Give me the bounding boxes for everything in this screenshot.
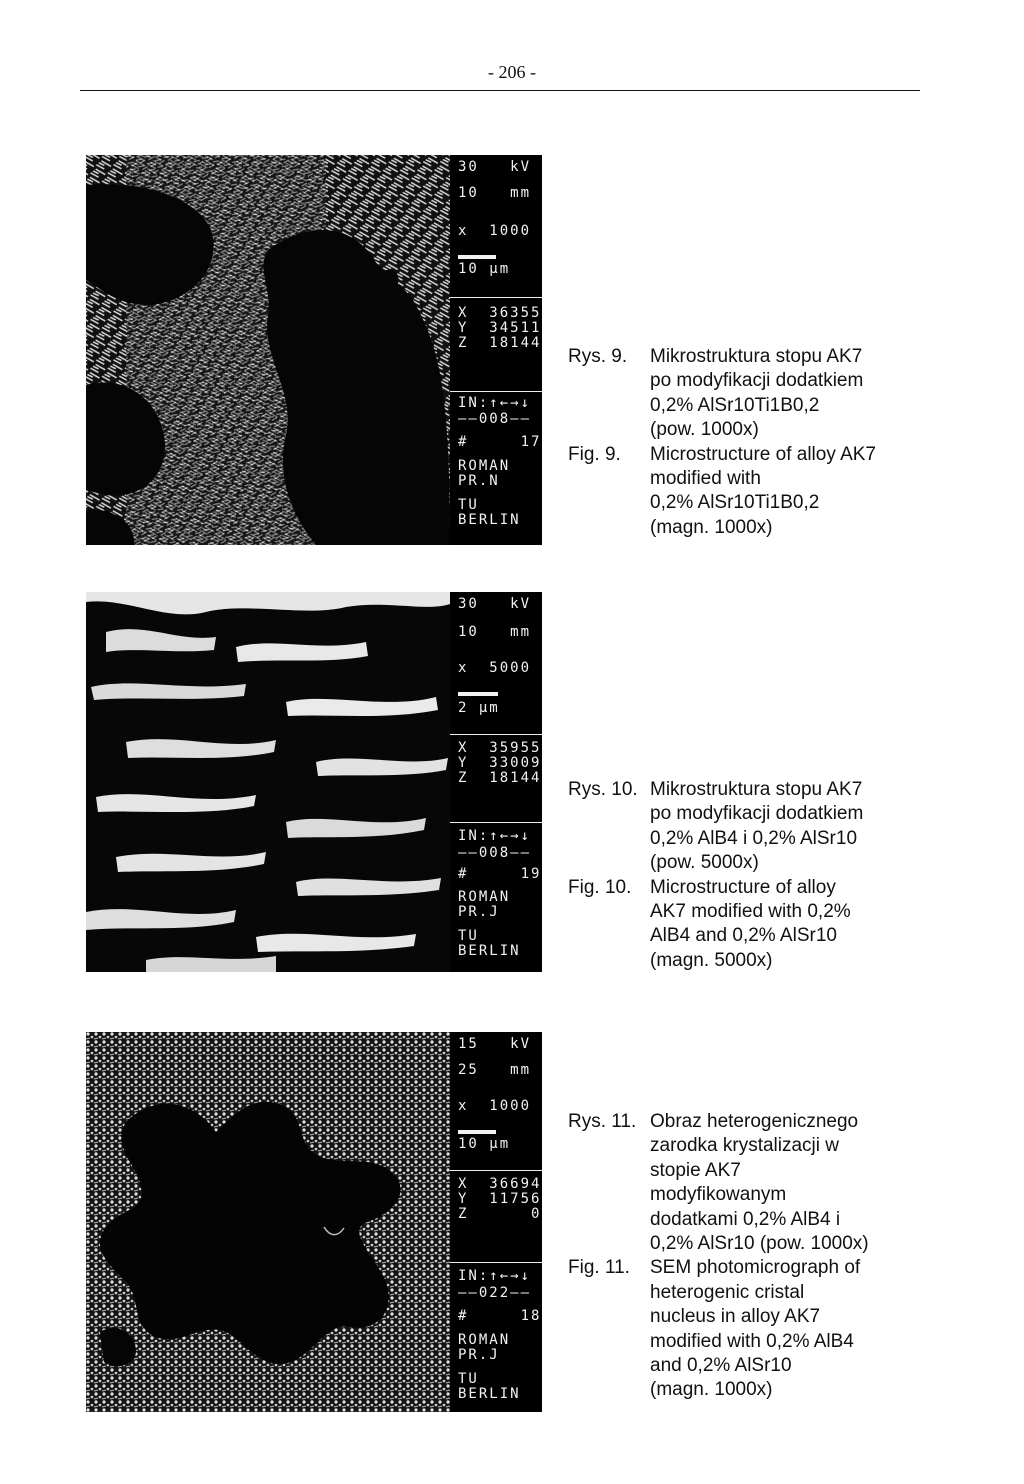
caption-text-en: Microstructure of alloy AK7 modified with 0,2% AlB4 and 0,2% AlSr10 (magn. 5000x) bbox=[650, 876, 851, 971]
sem-coord-x: X 36694 bbox=[458, 1176, 542, 1192]
caption-label-en: Fig. 11. bbox=[568, 1257, 630, 1279]
sem-institution-city: BERLIN bbox=[458, 1386, 521, 1402]
sem-working-distance: 25 mm bbox=[458, 1062, 532, 1078]
sem-scale-label: 2 µm bbox=[458, 700, 500, 716]
scale-bar bbox=[458, 692, 498, 696]
sem-info-panel-9 bbox=[450, 155, 542, 545]
header-rule bbox=[80, 90, 920, 91]
caption-label-en: Fig. 9. bbox=[568, 443, 621, 465]
sem-institution-city: BERLIN bbox=[458, 943, 521, 959]
sem-code: ——008—— bbox=[458, 411, 532, 427]
sem-institution: TU bbox=[458, 928, 479, 944]
sem-frame-number: # 18 bbox=[458, 1308, 542, 1324]
sem-code: ——022—— bbox=[458, 1285, 532, 1301]
caption-text-pl: Mikrostruktura stopu AK7 po modyfikacji dodatkiem 0,2% AlB4 i 0,2% AlSr10 (pow. 5000x) bbox=[650, 779, 864, 874]
sem-divider bbox=[450, 1262, 542, 1263]
sem-info-panel-10 bbox=[450, 592, 542, 972]
sem-coord-z: Z 18144 bbox=[458, 335, 542, 351]
sem-divider bbox=[450, 822, 542, 823]
sem-institution: TU bbox=[458, 497, 479, 513]
sem-coord-x: X 35955 bbox=[458, 740, 542, 756]
sem-coord-y: Y 11756 bbox=[458, 1191, 542, 1207]
sem-code: ——008—— bbox=[458, 845, 532, 861]
sem-coord-y: Y 33009 bbox=[458, 755, 542, 771]
micrograph-10 bbox=[86, 592, 450, 972]
scale-bar bbox=[458, 255, 496, 259]
micrograph-10-image bbox=[86, 592, 450, 972]
sem-accel-voltage: 30 kV bbox=[458, 159, 532, 175]
page-number: - 206 - bbox=[488, 62, 536, 82]
sem-divider bbox=[450, 734, 542, 735]
caption-10 bbox=[568, 778, 863, 973]
sem-magnification: x 1000 bbox=[458, 1098, 532, 1114]
sem-coord-z: Z 0 bbox=[458, 1206, 542, 1222]
sem-divider bbox=[450, 297, 542, 298]
micrograph-9-image bbox=[86, 155, 450, 545]
sem-institution: TU bbox=[458, 1371, 479, 1387]
caption-11 bbox=[568, 1110, 869, 1403]
micrograph-9 bbox=[86, 155, 450, 545]
sem-magnification: x 1000 bbox=[458, 223, 532, 239]
sem-magnification: x 5000 bbox=[458, 660, 532, 676]
sem-operator-id: PR.N bbox=[458, 473, 500, 489]
sem-scale-label: 10 µm bbox=[458, 1136, 511, 1152]
scale-bar bbox=[458, 1130, 496, 1134]
sem-coord-x: X 36355 bbox=[458, 305, 542, 321]
sem-operator: ROMAN bbox=[458, 458, 511, 474]
sem-input-mode: IN:↑←→↓ bbox=[458, 828, 532, 844]
sem-input-mode: IN:↑←→↓ bbox=[458, 395, 532, 411]
caption-9 bbox=[568, 345, 876, 540]
sem-scale-label: 10 µm bbox=[458, 261, 511, 277]
caption-label-pl: Rys. 11. bbox=[568, 1111, 637, 1132]
figure-10 bbox=[86, 592, 542, 972]
sem-frame-number: # 19 bbox=[458, 866, 542, 882]
micrograph-11 bbox=[86, 1032, 450, 1412]
sem-accel-voltage: 30 kV bbox=[458, 596, 532, 612]
sem-divider bbox=[450, 1170, 542, 1171]
sem-frame-number: # 17 bbox=[458, 434, 542, 450]
sem-institution-city: BERLIN bbox=[458, 512, 521, 528]
sem-operator-id: PR.J bbox=[458, 1347, 500, 1363]
sem-operator: ROMAN bbox=[458, 889, 511, 905]
sem-info-panel-11 bbox=[450, 1032, 542, 1412]
sem-working-distance: 10 mm bbox=[458, 185, 532, 201]
sem-operator-id: PR.J bbox=[458, 904, 500, 920]
figure-9 bbox=[86, 155, 542, 545]
caption-text-en: SEM photomicrograph of heterogenic cristal nucleus in alloy AK7 modified with 0,2% AlB4 and 0,2% AlSr10 (magn. 1000x) bbox=[650, 1257, 861, 1401]
caption-label-pl: Rys. 9. bbox=[568, 346, 628, 367]
sem-working-distance: 10 mm bbox=[458, 624, 532, 640]
figure-11 bbox=[86, 1032, 542, 1412]
caption-text-pl: Obraz heterogenicznego zarodka krystalizacji w stopie AK7 modyfikowanym dodatkami 0,2% AlB4 i 0,2% AlSr10 (pow. 1000x) bbox=[650, 1111, 869, 1255]
sem-input-mode: IN:↑←→↓ bbox=[458, 1268, 532, 1284]
sem-divider bbox=[450, 391, 542, 392]
sem-accel-voltage: 15 kV bbox=[458, 1036, 532, 1052]
sem-coord-z: Z 18144 bbox=[458, 770, 542, 786]
micrograph-11-image bbox=[86, 1032, 450, 1412]
caption-text-en: Microstructure of alloy AK7 modified with 0,2% AlSr10Ti1B0,2 (magn. 1000x) bbox=[650, 443, 876, 538]
caption-label-pl: Rys. 10. bbox=[568, 779, 638, 800]
sem-operator: ROMAN bbox=[458, 1332, 511, 1348]
caption-text-pl: Mikrostruktura stopu AK7 po modyfikacji dodatkiem 0,2% AlSr10Ti1B0,2 (pow. 1000x) bbox=[650, 346, 864, 441]
sem-coord-y: Y 34511 bbox=[458, 320, 542, 336]
caption-label-en: Fig. 10. bbox=[568, 876, 632, 898]
